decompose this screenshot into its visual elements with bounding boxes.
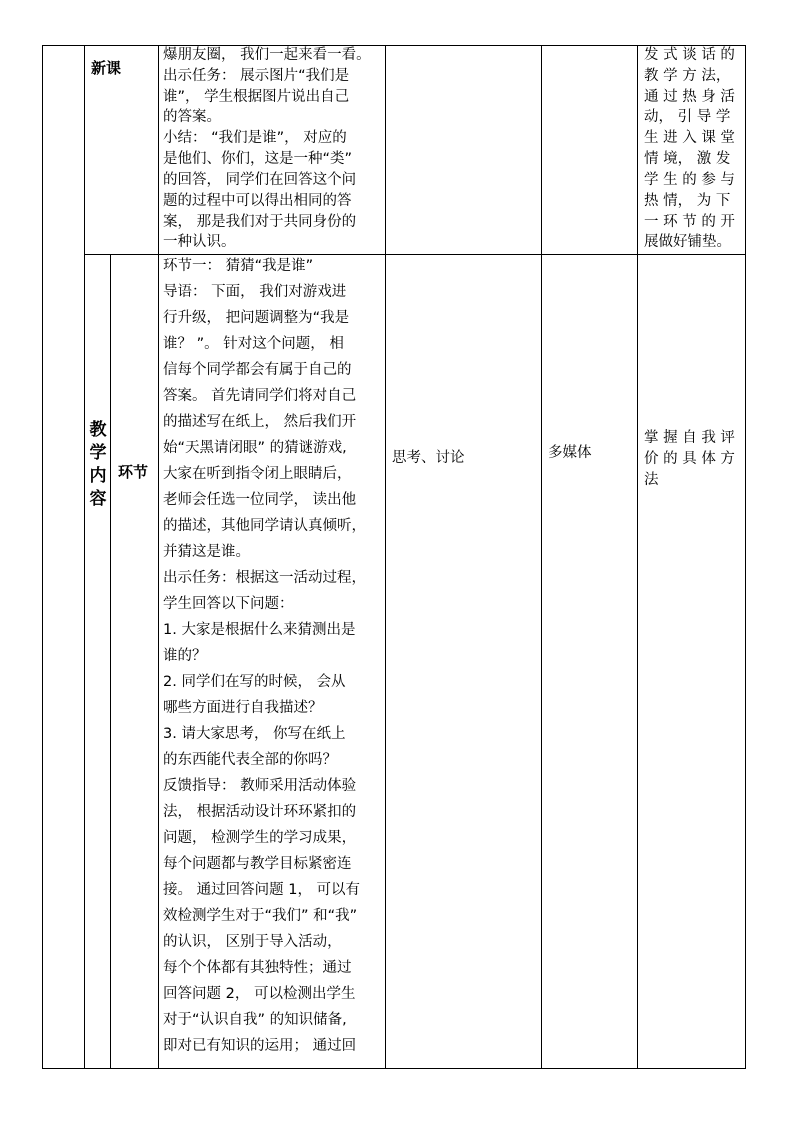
border-left: [42, 45, 43, 1069]
row1-content-line: 的回答， 同学们在回答这个问: [163, 172, 357, 188]
row2-content-line: 老师会任选一位同学， 读出他: [163, 492, 357, 508]
col-sep-6: [637, 45, 638, 1069]
row1-intent-line: 学 生 的 参 与: [644, 172, 735, 188]
row2-content-line: 环节一： 猜猜“我是谁”: [163, 258, 314, 274]
row1-content-line: 小结： “我们是谁”， 对应的: [163, 130, 347, 146]
row2-content-line: 始“天黑请闭眼” 的猜谜游戏,: [163, 440, 347, 456]
row2-intent-line: 价 的 具 体 方: [644, 451, 735, 467]
col-sep-4: [385, 45, 386, 1069]
row2-content-line: 3. 请大家思考， 你写在纸上: [163, 726, 346, 742]
row1-label: 新课: [91, 59, 122, 77]
row2-content-line: 对于“认识自我” 的知识储备,: [163, 1012, 347, 1028]
row2-content-line: 的描述写在纸上， 然后我们开: [163, 414, 357, 430]
row2-content-line: 行升级， 把问题调整为“我是: [163, 310, 350, 326]
row2-content-line: 每个问题都与教学目标紧密连: [163, 856, 352, 872]
row2-content-line: 大家在听到指令闭上眼睛后，: [163, 466, 352, 482]
row1-content-line: 爆朋友圈， 我们一起来看一看。: [163, 47, 371, 63]
row2-content-line: 回答问题 2， 可以检测出学生: [163, 986, 356, 1002]
row1-content-line: 一种认识。: [163, 234, 236, 250]
row2-content-line: 并猜这是谁。: [163, 544, 250, 560]
row2-content-line: 每个个体都有其独特性；通过: [163, 960, 352, 976]
row2-content-line: 谁的？: [163, 648, 207, 664]
row2-content-line: 1. 大家是根据什么来猜测出是: [163, 622, 356, 638]
row1-content-line: 案， 那是我们对于共同身份的: [163, 214, 357, 230]
row2-content-line: 学生回答以下问题：: [163, 596, 294, 612]
row2-content-line: 反馈指导： 教师采用活动体验: [163, 778, 357, 794]
col-sep-3: [158, 45, 159, 1069]
row2-content-line: 谁？ ”。 针对这个问题， 相: [163, 336, 344, 352]
row2-content-line: 问题， 检测学生的学习成果，: [163, 830, 357, 846]
section-char: 内: [89, 466, 107, 486]
col-sep-1: [84, 45, 85, 1069]
student-activity: 思考、讨论: [392, 450, 465, 466]
row2-intent-line: 掌 握 自 我 评: [644, 430, 735, 446]
row1-intent-line: 一 环 节 的 开: [644, 214, 735, 230]
row2-content-line: 的描述，其他同学请认真倾听，: [163, 518, 366, 534]
border-top: [42, 45, 746, 46]
row2-content-line: 2. 同学们在写的时候， 会从: [163, 674, 346, 690]
row2-content-line: 效检测学生对于“我们” 和“我”: [163, 908, 358, 924]
row2-content-line: 答案。 首先请同学们将对自己: [163, 388, 357, 404]
row2-content-line: 信每个同学都会有属于自己的: [163, 362, 352, 378]
row1-intent-line: 通 过 热 身 活: [644, 89, 735, 105]
row1-content-line: 的答案。: [163, 109, 221, 125]
section-char: 容: [89, 489, 107, 509]
col-sep-2: [110, 254, 111, 1069]
row1-intent-line: 热 情， 为 下: [644, 193, 731, 209]
row1-intent-line: 生 进 入 课 堂: [644, 130, 735, 146]
row2-intent-line: 法: [644, 472, 659, 488]
row1-intent-line: 展做好铺垫。: [644, 234, 731, 250]
row2-content-line: 接。 通过回答问题 1， 可以有: [163, 882, 361, 898]
row1-content-line: 题的过程中可以得出相同的答: [163, 193, 352, 209]
row1-intent-line: 发 式 谈 话 的: [644, 47, 735, 63]
link-label: 环节: [118, 463, 149, 481]
row1-content-line: 出示任务： 展示图片“我们是: [163, 68, 350, 84]
row1-content-line: 是他们、你们，这是一种“类”: [163, 151, 353, 167]
section-char: 学: [89, 443, 107, 463]
row1-content-line: 谁”， 学生根据图片说出自己: [163, 89, 350, 105]
row2-content-line: 即对已有知识的运用； 通过回: [163, 1038, 357, 1054]
section-char: 教: [89, 420, 107, 440]
row1-intent-line: 动， 引 导 学: [644, 109, 731, 125]
row1-intent-line: 情 境， 激 发: [644, 151, 731, 167]
row2-content-line: 哪些方面进行自我描述？: [163, 700, 323, 716]
col-sep-5: [541, 45, 542, 1069]
row2-content-line: 的认识， 区别于导入活动，: [163, 934, 342, 950]
row2-content-line: 导语： 下面， 我们对游戏进: [163, 284, 347, 300]
border-bottom: [42, 1068, 746, 1069]
row2-content-line: 法， 根据活动设计环环紧扣的: [163, 804, 357, 820]
row2-content-line: 出示任务：根据这一活动过程，: [163, 570, 366, 586]
border-right: [745, 45, 746, 1069]
row2-content-line: 的东西能代表全部的你吗？: [163, 752, 337, 768]
row1-intent-line: 教 学 方 法，: [644, 68, 731, 84]
media: 多媒体: [548, 445, 592, 461]
